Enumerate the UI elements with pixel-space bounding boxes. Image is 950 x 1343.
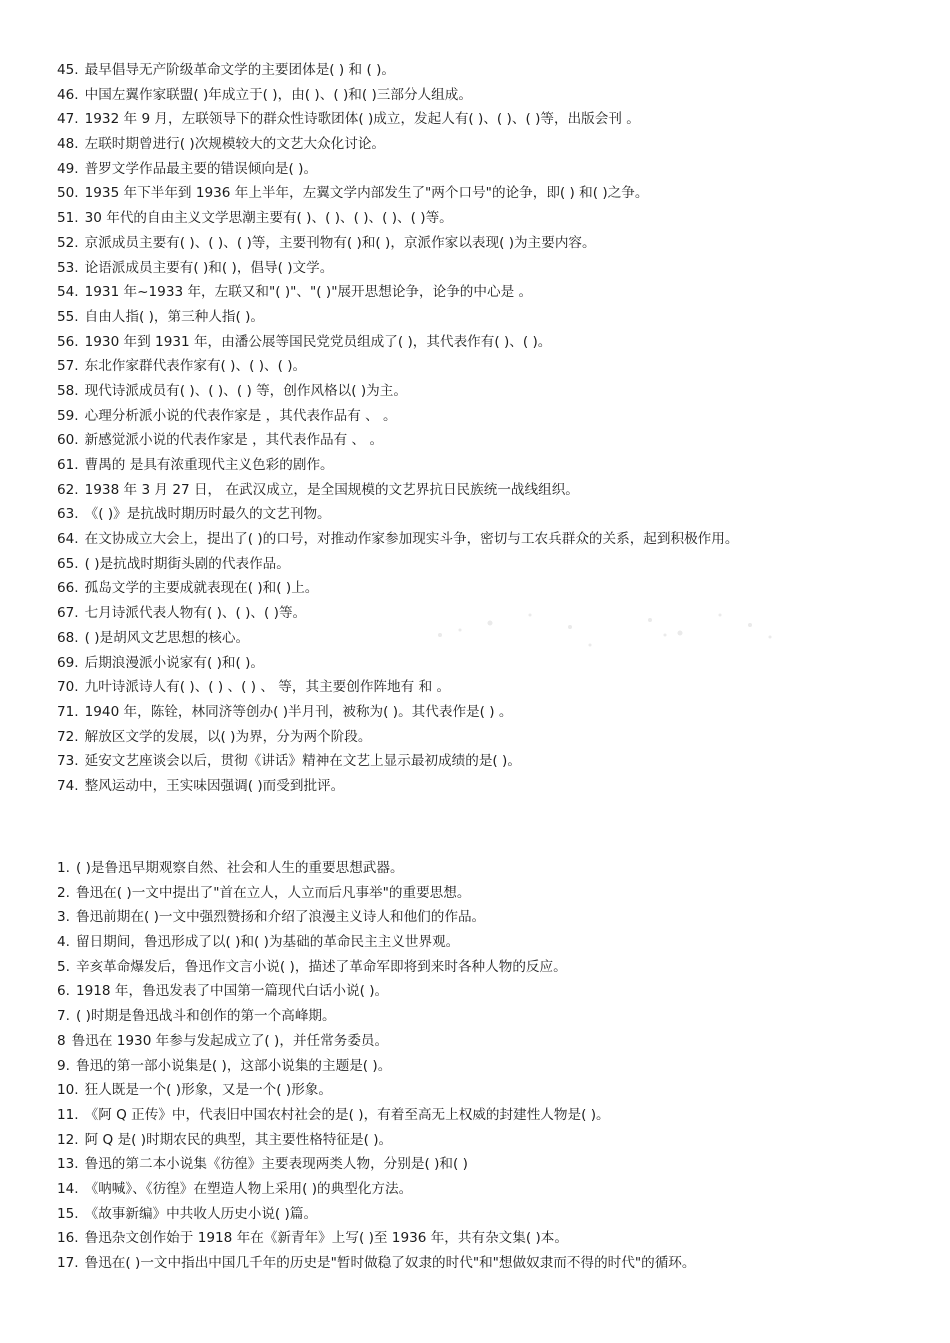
question-text: 京派成员主要有( )、( )、( )等，主要刊物有( )和( )，京派作家以表现( )为主要内容。 — [84, 234, 596, 251]
question-item — [57, 428, 937, 453]
question-text: ( )是鲁迅早期观察自然、社会和人生的重要思想武器。 — [75, 860, 404, 876]
question-item — [57, 774, 937, 799]
question-item — [57, 330, 937, 355]
question-item — [57, 1004, 937, 1029]
question-number: 73. — [57, 753, 79, 770]
question-item — [57, 1177, 937, 1202]
question-number: 62. — [57, 481, 79, 498]
question-list-lu-xun — [57, 856, 937, 1276]
question-text: 鲁迅在( )一文中提出了"首在立人，人立而后凡事举"的重要思想。 — [75, 884, 471, 901]
question-item — [57, 527, 937, 552]
question-number: 57. — [57, 358, 79, 375]
question-item — [57, 404, 937, 429]
question-number: 10. — [57, 1082, 79, 1099]
question-number: 14. — [57, 1180, 79, 1197]
question-item — [57, 905, 937, 930]
question-item — [57, 256, 937, 281]
question-number: 7. — [57, 1008, 70, 1025]
question-number: 46. — [57, 86, 79, 103]
question-list-literature-movements — [57, 58, 937, 799]
question-item — [57, 930, 937, 955]
question-text: 曹禺的 是具有浓重现代主义色彩的剧作。 — [84, 457, 334, 473]
question-text: 阿 Q 是( )时期农民的典型，其主要性格特征是( )。 — [84, 1131, 393, 1148]
question-number: 3. — [57, 909, 70, 926]
question-item — [57, 725, 937, 750]
question-item — [57, 1029, 937, 1054]
question-item — [57, 601, 937, 626]
question-item — [57, 206, 937, 231]
question-item — [57, 700, 937, 725]
question-text: 中国左翼作家联盟( )年成立于( )，由( )、( )和( )三部分人组成。 — [84, 86, 472, 103]
question-item — [57, 453, 937, 478]
question-number: 11. — [57, 1106, 79, 1123]
question-text: 孤岛文学的主要成就表现在( )和( )上。 — [84, 580, 319, 597]
question-text: 1932 年 9 月，左联领导下的群众性诗歌团体( )成立，发起人有( )、( )、( )等，出版会刊 。 — [84, 111, 640, 128]
question-item — [57, 749, 937, 774]
question-text: 整风运动中，王实味因强调( )而受到批评。 — [84, 777, 345, 794]
question-number: 15. — [57, 1205, 79, 1222]
question-item — [57, 979, 937, 1004]
question-item — [57, 132, 937, 157]
question-number: 49. — [57, 160, 79, 177]
question-number: 16. — [57, 1230, 79, 1247]
question-number: 4. — [57, 934, 70, 951]
question-number: 54. — [57, 284, 79, 301]
question-number: 63. — [57, 506, 79, 523]
question-text: 辛亥革命爆发后，鲁迅作文言小说( )，描述了革命军即将到来时各种人物的反应。 — [75, 958, 567, 975]
question-text: 1940 年，陈铨，林同济等创办( )半月刊，被称为( )。其代表作是( ) 。 — [84, 703, 513, 720]
question-number: 17. — [57, 1255, 79, 1271]
question-item — [57, 651, 937, 676]
question-item — [57, 856, 937, 881]
question-item — [57, 626, 937, 651]
question-text: 新感觉派小说的代表作家是 ，其代表作品有 、 。 — [84, 432, 384, 449]
question-item — [57, 280, 937, 305]
question-item — [57, 1103, 937, 1128]
question-text: 左联时期曾进行( )次规模较大的文艺大众化讨论。 — [84, 136, 386, 153]
question-item — [57, 881, 937, 906]
question-text: 《阿 Q 正传》中，代表旧中国农村社会的是( )，有着至高无上权威的封建性人物是( )。 — [84, 1106, 610, 1123]
question-text: 在文协成立大会上，提出了( )的口号，对推动作家参加现实斗争，密切与工农兵群众的关系，起到积极作用。 — [84, 531, 739, 548]
question-item — [57, 354, 937, 379]
question-text: 1918 年，鲁迅发表了中国第一篇现代白话小说( )。 — [75, 983, 389, 1000]
question-text: 鲁迅前期在( )一文中强烈赞扬和介绍了浪漫主义诗人和他们的作品。 — [75, 909, 486, 926]
question-number: 65. — [57, 555, 79, 572]
question-item — [57, 1226, 937, 1251]
question-text: 最早倡导无产阶级革命文学的主要团体是( ) 和 ( )。 — [84, 62, 395, 78]
question-text: 1931 年~1933 年，左联又和"( )"、"( )"展开思想论争，论争的中心是 。 — [84, 284, 533, 301]
question-number: 6. — [57, 983, 70, 1000]
question-text: 七月诗派代表人物有( )、( )、( )等。 — [84, 605, 307, 622]
question-item — [57, 478, 937, 503]
question-number: 13. — [57, 1156, 79, 1173]
question-item — [57, 181, 937, 206]
question-item — [57, 379, 937, 404]
question-text: ( )是胡风文艺思想的核心。 — [84, 629, 250, 646]
question-text: 九叶诗派诗人有( )、( ) 、( ) 、 等，其主要创作阵地有 和 。 — [84, 679, 451, 696]
question-number: 60. — [57, 432, 79, 449]
question-text: 鲁迅的第二本小说集《彷徨》主要表现两类人物，分别是( )和( ) — [84, 1156, 468, 1173]
question-number: 53. — [57, 259, 79, 276]
question-text: 心理分析派小说的代表作家是 ，其代表作品有 、 。 — [84, 407, 397, 424]
question-number: 47. — [57, 111, 79, 128]
question-item — [57, 305, 937, 330]
question-item — [57, 552, 937, 577]
question-number: 71. — [57, 703, 79, 720]
question-number: 48. — [57, 136, 79, 153]
question-number: 50. — [57, 185, 79, 202]
question-text: 解放区文学的发展，以( )为界，分为两个阶段。 — [84, 728, 372, 745]
question-text: 普罗文学作品最主要的错误倾向是( )。 — [84, 160, 318, 177]
question-item — [57, 1078, 937, 1103]
question-number: 64. — [57, 531, 79, 548]
question-text: 鲁迅在 1930 年参与发起成立了( )，并任常务委员。 — [71, 1032, 389, 1049]
question-text: 论语派成员主要有( )和( )，倡导( )文学。 — [84, 259, 334, 276]
question-text: 留日期间，鲁迅形成了以( )和( )为基础的革命民主主义世界观。 — [75, 934, 460, 951]
question-number: 61. — [57, 457, 79, 473]
question-number: 72. — [57, 728, 79, 745]
question-item — [57, 157, 937, 182]
question-number: 56. — [57, 333, 79, 350]
question-number: 12. — [57, 1131, 79, 1148]
question-text: 狂人既是一个( )形象，又是一个( )形象。 — [84, 1082, 332, 1099]
question-number: 5. — [57, 958, 70, 975]
question-item — [57, 675, 937, 700]
question-text: 鲁迅在( )一文中指出中国几千年的历史是"暂时做稳了奴隶的时代"和"想做奴隶而不得的时代"的循环。 — [84, 1255, 696, 1271]
question-number: 66. — [57, 580, 79, 597]
question-text: 1930 年到 1931 年，由潘公展等国民党党员组成了( )，其代表作有( )、( )。 — [84, 333, 552, 350]
question-text: 后期浪漫派小说家有( )和( )。 — [84, 654, 265, 671]
question-text: ( )是抗战时期街头剧的代表作品。 — [84, 555, 290, 572]
question-item — [57, 83, 937, 108]
question-number: 70. — [57, 679, 79, 696]
question-text: 延安文艺座谈会以后，贯彻《讲话》精神在文艺上显示最初成绩的是( )。 — [84, 753, 521, 770]
question-text: 《故事新编》中共收人历史小说( )篇。 — [84, 1205, 318, 1222]
question-text: 鲁迅的第一部小说集是( )，这部小说集的主题是( )。 — [75, 1057, 392, 1074]
question-item — [57, 502, 937, 527]
question-number: 55. — [57, 308, 79, 325]
question-item — [57, 955, 937, 980]
question-number: 8 — [57, 1032, 66, 1049]
question-item — [57, 576, 937, 601]
question-text: 现代诗派成员有( )、( )、( ) 等，创作风格以( )为主。 — [84, 382, 407, 399]
question-number: 45. — [57, 62, 79, 78]
question-text: 1935 年下半年到 1936 年上半年，左翼文学内部发生了"两个口号"的论争，即( ) 和( )之争。 — [84, 185, 649, 202]
question-item — [57, 1054, 937, 1079]
question-item — [57, 1251, 937, 1276]
question-number: 68. — [57, 629, 79, 646]
question-number: 51. — [57, 210, 79, 227]
question-number: 59. — [57, 407, 79, 424]
question-item — [57, 1128, 937, 1153]
question-number: 2. — [57, 884, 70, 901]
question-text: 30 年代的自由主义文学思潮主要有( )、( )、( )、( )、( )等。 — [84, 210, 453, 227]
question-number: 58. — [57, 382, 79, 399]
question-text: ( )时期是鲁迅战斗和创作的第一个高峰期。 — [75, 1008, 336, 1025]
question-item — [57, 1202, 937, 1227]
question-text: 自由人指( )，第三种人指( )。 — [84, 308, 265, 325]
question-number: 1. — [57, 860, 70, 876]
question-item — [57, 107, 937, 132]
question-item — [57, 58, 937, 83]
question-number: 74. — [57, 777, 79, 794]
question-number: 67. — [57, 605, 79, 622]
question-item — [57, 231, 937, 256]
question-item — [57, 1152, 937, 1177]
question-text: 东北作家群代表作家有( )、( )、( )。 — [84, 358, 307, 375]
question-text: 鲁迅杂文创作始于 1918 年在《新青年》上写( )至 1936 年，共有杂文集( )本。 — [84, 1230, 568, 1247]
question-number: 52. — [57, 234, 79, 251]
question-text: 《( )》是抗战时期历时最久的文艺刊物。 — [84, 506, 331, 523]
question-text: 《呐喊》、《彷徨》在塑造人物上采用( )的典型化方法。 — [84, 1180, 413, 1197]
question-number: 9. — [57, 1057, 70, 1074]
question-text: 1938 年 3 月 27 日， 在武汉成立，是全国规模的文艺界抗日民族统一战线组织。 — [84, 481, 579, 498]
question-number: 69. — [57, 654, 79, 671]
